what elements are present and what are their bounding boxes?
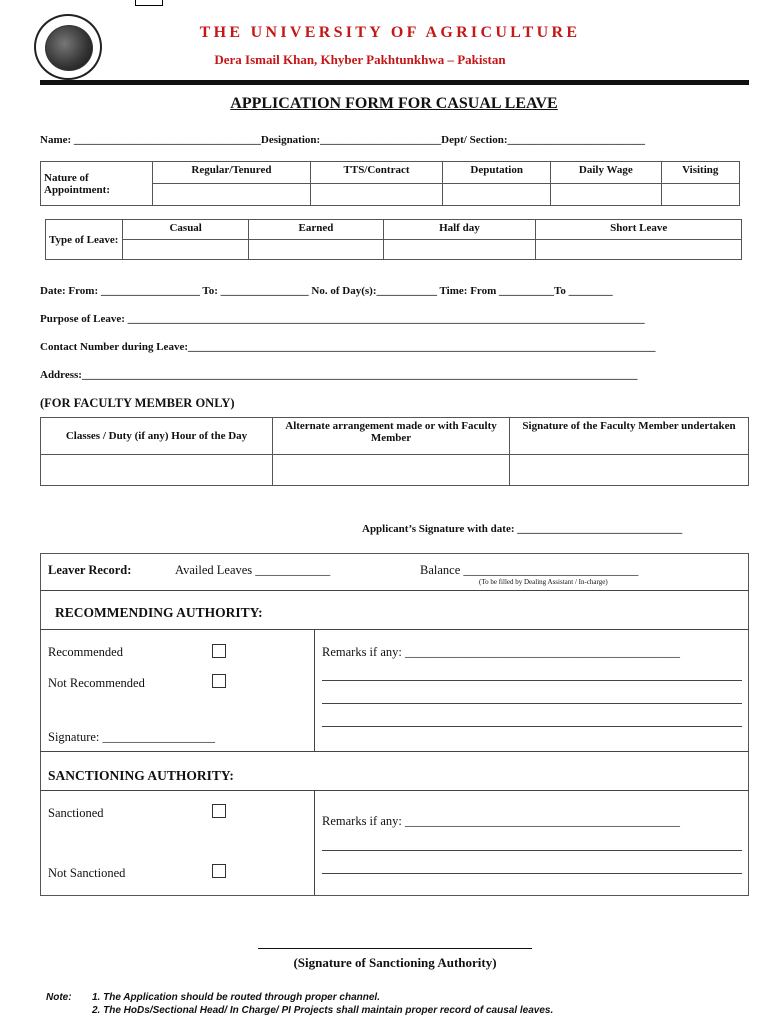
sanctioning-remarks-field[interactable]: Remarks if any: ____________________________________________ bbox=[322, 814, 680, 828]
faculty-heading: (FOR FACULTY MEMBER ONLY) bbox=[40, 396, 235, 410]
leave-option-earned: Earned bbox=[249, 220, 383, 240]
appointment-cell-visiting[interactable] bbox=[661, 184, 739, 206]
appointment-label: Nature of Appointment: bbox=[41, 162, 153, 206]
applicant-signature-field[interactable]: Applicant’s Signature with date: ______________________________ bbox=[362, 523, 683, 535]
appointment-cell-deputation[interactable] bbox=[443, 184, 551, 206]
recommended-checkbox[interactable] bbox=[212, 644, 226, 658]
faculty-cell-classes[interactable] bbox=[41, 455, 273, 486]
sanctioning-heading: SANCTIONING AUTHORITY: bbox=[48, 768, 234, 783]
recommending-remarks-field[interactable]: Remarks if any: ____________________________________________ bbox=[322, 645, 680, 659]
recommending-remarks-line-2[interactable] bbox=[322, 703, 742, 704]
divider-sanctioning bbox=[40, 751, 749, 752]
appointment-option-daily-wage: Daily Wage bbox=[551, 162, 661, 184]
leave-cell-half-day[interactable] bbox=[383, 240, 536, 260]
recommending-remarks-line-1[interactable] bbox=[322, 680, 742, 681]
leave-cell-casual[interactable] bbox=[123, 240, 249, 260]
leave-cell-earned[interactable] bbox=[249, 240, 383, 260]
university-location: Dera Ismail Khan, Khyber Pakhtunkhwa – Pakistan bbox=[214, 52, 506, 67]
faculty-col-classes: Classes / Duty (if any) Hour of the Day bbox=[41, 418, 273, 455]
university-name: THE UNIVERSITY OF AGRICULTURE bbox=[199, 24, 581, 41]
leave-cell-short-leave[interactable] bbox=[536, 240, 742, 260]
note-label: Note: bbox=[46, 992, 72, 1003]
recommending-heading: RECOMMENDING AUTHORITY: bbox=[55, 605, 263, 620]
appointment-cell-regular[interactable] bbox=[153, 184, 311, 206]
availed-leaves-field[interactable]: Availed Leaves ____________ bbox=[175, 563, 331, 577]
not-sanctioned-label: Not Sanctioned bbox=[48, 866, 126, 880]
contact-number-field[interactable]: Contact Number during Leave:_____________________________________________________________________________________ bbox=[40, 341, 656, 353]
sanctioning-remarks-line-2[interactable] bbox=[322, 873, 742, 874]
appointment-cell-daily-wage[interactable] bbox=[551, 184, 661, 206]
appointment-option-deputation: Deputation bbox=[443, 162, 551, 184]
form-title: APPLICATION FORM FOR CASUAL LEAVE bbox=[230, 95, 558, 112]
leave-type-label: Type of Leave: bbox=[46, 220, 123, 260]
appointment-table bbox=[40, 161, 740, 206]
recommending-signature-field[interactable]: Signature: __________________ bbox=[48, 730, 216, 744]
appointment-option-visiting: Visiting bbox=[661, 162, 739, 184]
appointment-cell-tts[interactable] bbox=[310, 184, 442, 206]
not-sanctioned-checkbox[interactable] bbox=[212, 864, 226, 878]
purpose-field[interactable]: Purpose of Leave: ______________________________________________________________________________________________ bbox=[40, 313, 645, 325]
recommending-remarks-line-3[interactable] bbox=[322, 726, 742, 727]
leave-option-casual: Casual bbox=[123, 220, 249, 240]
date-time-field[interactable]: Date: From: __________________ To: ________________ No. of Day(s):___________ Time: From __________To ________ bbox=[40, 285, 613, 297]
recommended-label: Recommended bbox=[48, 645, 123, 659]
sanctioning-signature-line[interactable] bbox=[258, 948, 532, 949]
faculty-cell-alternate[interactable] bbox=[273, 455, 510, 486]
not-recommended-label: Not Recommended bbox=[48, 676, 145, 690]
divider-leave-record bbox=[40, 590, 749, 591]
faculty-table bbox=[40, 417, 749, 486]
leave-type-table bbox=[45, 219, 742, 260]
leave-option-short-leave: Short Leave bbox=[536, 220, 742, 240]
sanctioning-column-divider bbox=[314, 790, 315, 895]
divider-recommending bbox=[40, 629, 749, 630]
leave-record-label: Leaver Record: bbox=[48, 563, 132, 577]
header-divider bbox=[40, 80, 749, 85]
leave-record-note: (To be filled by Dealing Assistant / In-charge) bbox=[479, 578, 608, 586]
not-recommended-checkbox[interactable] bbox=[212, 674, 226, 688]
name-designation-dept-field[interactable]: Name: __________________________________Designation:______________________Dept/ Section:_________________________ bbox=[40, 134, 645, 146]
leave-option-half-day: Half day bbox=[383, 220, 536, 240]
seal-emblem-icon bbox=[45, 25, 93, 71]
balance-field[interactable]: Balance ____________________________ bbox=[420, 563, 639, 577]
top-marker-box bbox=[135, 0, 163, 6]
faculty-cell-signature[interactable] bbox=[510, 455, 749, 486]
divider-sanctioning-body bbox=[40, 790, 749, 791]
sanctioning-signature-caption: (Signature of Sanctioning Authority) bbox=[293, 955, 497, 970]
sanctioning-remarks-line-1[interactable] bbox=[322, 850, 742, 851]
note-item-1: 1. The Application should be routed through proper channel. bbox=[92, 992, 380, 1003]
faculty-col-signature: Signature of the Faculty Member undertaken bbox=[510, 418, 749, 455]
appointment-option-tts: TTS/Contract bbox=[310, 162, 442, 184]
sanctioned-checkbox[interactable] bbox=[212, 804, 226, 818]
faculty-col-alternate: Alternate arrangement made or with Faculty Member bbox=[273, 418, 510, 455]
university-seal-logo bbox=[34, 14, 102, 80]
note-item-2: 2. The HoDs/Sectional Head/ In Charge/ PI Projects shall maintain proper record of causal leaves. bbox=[92, 1005, 554, 1016]
sanctioned-label: Sanctioned bbox=[48, 806, 104, 820]
recommending-column-divider bbox=[314, 629, 315, 751]
address-field[interactable]: Address:_____________________________________________________________________________________________________ bbox=[40, 369, 638, 381]
appointment-option-regular: Regular/Tenured bbox=[153, 162, 311, 184]
